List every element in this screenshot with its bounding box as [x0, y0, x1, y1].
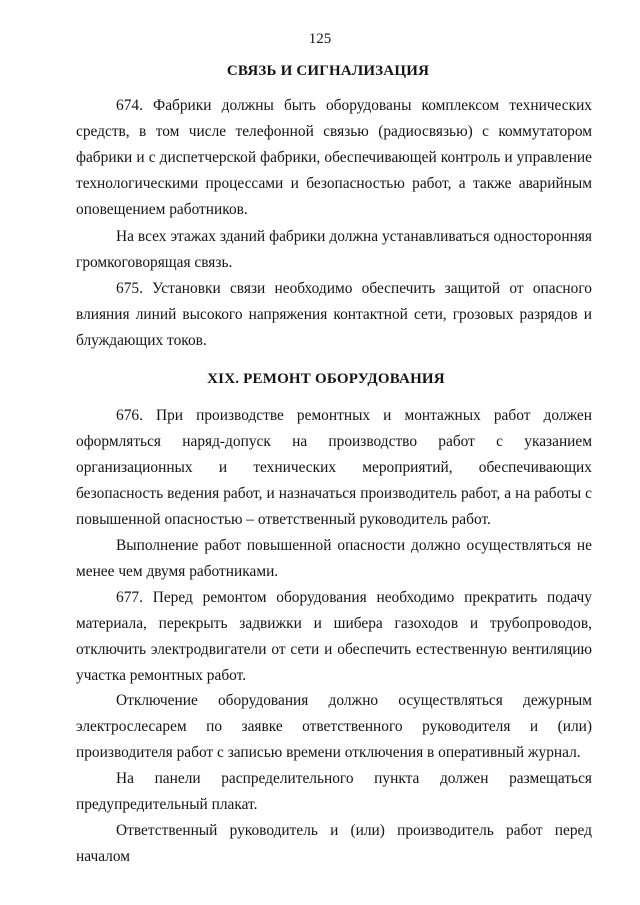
paragraph-677-responsible-manager: Ответственный руководитель и (или) производитель работ перед началом: [76, 822, 592, 865]
section-heading-communications: СВЯЗЬ И СИГНАЛИЗАЦИЯ: [226, 63, 430, 79]
paragraph-677-disconnection: Отключение оборудования должно осуществляться дежурным электрослесарем по заявке ответственного руководителя и (или) производителя работ с записью времени отключения в оперативный журнал.: [76, 692, 592, 761]
paragraph-676-continued: Выполнение работ повышенной опасности должно осуществляться не менее чем двумя работниками.: [76, 537, 592, 580]
paragraph-677: 677. Перед ремонтом оборудования необходимо прекратить подачу материала, перекрыть задвижки и шибера газоходов и трубопроводов, отключить электродвигатели от сети и обеспечить естественную вентиляцию участка ремонтных работ.: [76, 589, 592, 684]
page-number: 125: [308, 31, 332, 47]
section-heading-equipment-repair: XIX. РЕМОНТ ОБОРУДОВАНИЯ: [207, 371, 445, 387]
paragraph-675: 675. Установки связи необходимо обеспечить защитой от опасного влияния линий высокого напряжения контактной сети, грозовых разрядов и блуждающих токов.: [76, 280, 592, 349]
paragraph-674-continued: На всех этажах зданий фабрики должна устанавливаться односторонняя громкоговорящая связь.: [76, 228, 592, 271]
paragraph-677-warning-sign: На панели распределительного пункта должен размещаться предупредительный плакат.: [76, 770, 592, 813]
paragraph-676: 676. При производстве ремонтных и монтажных работ должен оформляться наряд-допуск на производство работ с указанием организационных и технических мероприятий, обеспечивающих безопасность ведения работ, и назначаться производитель работ, а на работы с повышенной опасностью – ответственный руководитель работ.: [76, 407, 592, 528]
paragraph-674: 674. Фабрики должны быть оборудованы комплексом технических средств, в том числе телефонной связью (радиосвязью) с коммутатором фабрики и с диспетчерской фабрики, обеспечивающей контроль и управление технологическими процессами и безопасностью работ, а также аварийным оповещением работников.: [76, 97, 592, 218]
